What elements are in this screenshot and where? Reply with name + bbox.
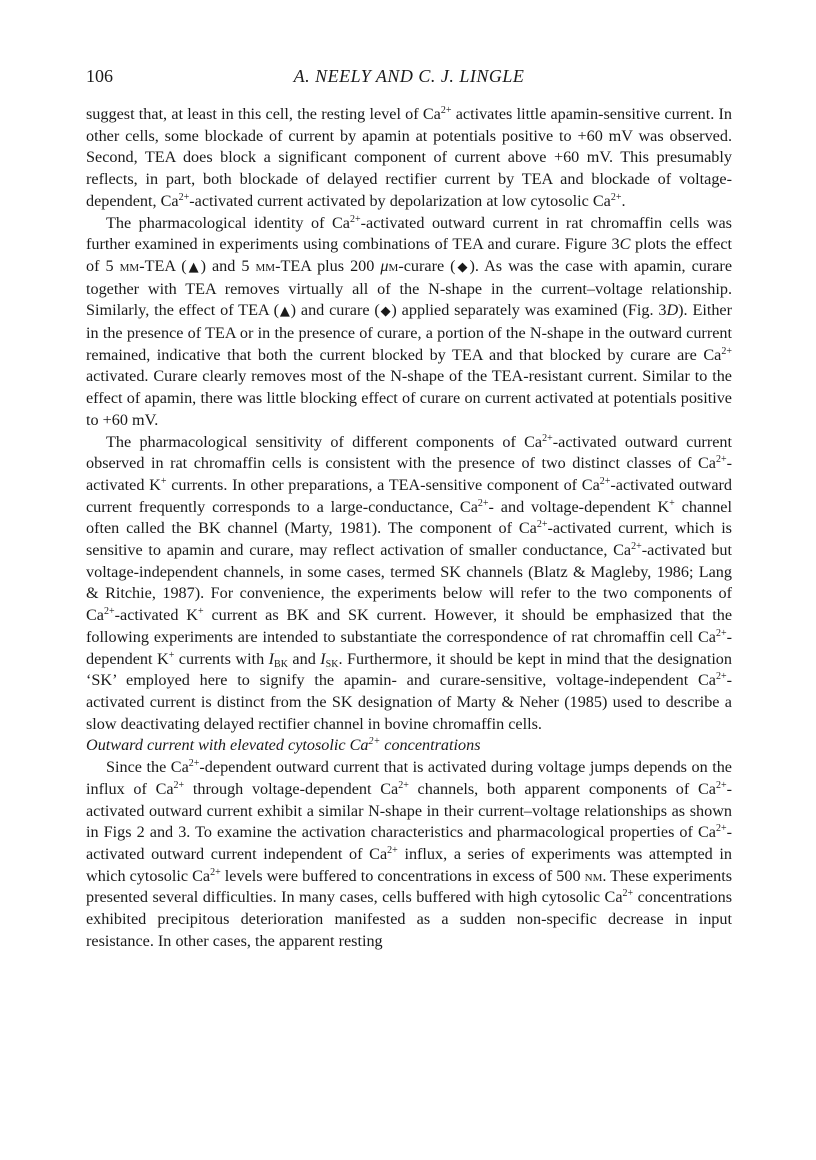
superscript: 2+	[715, 823, 727, 835]
superscript: 2+	[631, 541, 642, 553]
superscript: 2+	[349, 213, 361, 225]
subscript: BK	[274, 658, 288, 670]
section-heading	[86, 735, 732, 757]
current-symbol: I	[268, 649, 275, 668]
superscript: 2+	[715, 454, 727, 466]
superscript: +	[197, 606, 204, 618]
text: levels were buffered to concentrations in excess of 500	[220, 866, 585, 885]
unit: nm	[584, 866, 603, 885]
superscript: 2+	[387, 844, 398, 856]
text: -TEA plus 200	[275, 256, 381, 275]
text: -activated K	[86, 454, 732, 494]
text: -activated current, which is sensitive to apamin and curare, may reflect activation of smaller conductance, Ca	[86, 519, 732, 560]
text: concentrations exhibited precipitous deterioration manifested as a sudden non-specific decrease in input resistance. In other cases, the apparent resting	[86, 888, 733, 950]
superscript: 2+	[173, 779, 185, 791]
text: The pharmacological sensitivity of different components of Ca	[106, 432, 543, 451]
superscript: 2+	[398, 779, 409, 791]
text: ) applied separately was examined (Fig. 3	[391, 301, 667, 320]
text: and	[287, 649, 321, 668]
text: -activated outward current in rat chromaffin cells was further examined in experiments using combinations of TEA and curare. Figure 3	[86, 213, 732, 254]
text: through voltage-dependent Ca	[184, 779, 399, 798]
text: -activated current activated by depolarization at low cytosolic Ca	[189, 191, 611, 210]
superscript: 2+	[188, 758, 200, 770]
paragraph-2	[86, 213, 732, 432]
text: -TEA (	[139, 256, 187, 275]
text: -activated outward current observed in rat chromaffin cells is consistent with the presence of two distinct classes of Ca	[86, 432, 732, 473]
page-number: 106	[86, 66, 113, 86]
subscript: SK	[325, 658, 339, 670]
text: activated. Curare clearly removes most of the N-shape of the TEA-resistant current. Similar to the effect of apamin, there was little blocking effect of curare on current activated at potentials positive to +60 mV.	[86, 367, 732, 429]
superscript: 2+	[599, 475, 611, 487]
text: -dependent K	[86, 627, 732, 668]
unit: m	[388, 256, 399, 275]
superscript: 2+	[622, 888, 634, 900]
text: currents with	[174, 649, 269, 668]
superscript: 2+	[178, 191, 190, 203]
text: -activated but voltage-independent channels, in some cases, termed SK channels (Blatz & Magleby, 1986; Lang & Ritchie, 1987). For convenience, the experiments below will refer to the two components of Ca	[86, 541, 732, 625]
text: channels, both apparent components of Ca	[408, 779, 716, 798]
current-symbol: I	[320, 649, 326, 668]
text: -activated K	[114, 606, 198, 625]
text: -activated outward current frequently corresponds to a large-conductance, Ca	[86, 475, 732, 516]
superscript: +	[160, 475, 167, 487]
unit: mm	[119, 256, 140, 275]
text: suggest that, at least in this cell, the resting level of Ca	[86, 105, 441, 123]
paragraph-3	[86, 432, 732, 736]
text: -activated outward current independent of Ca	[86, 823, 732, 863]
superscript: 2+	[368, 736, 381, 748]
text: current as BK and SK current. However, it should be emphasized that the following experiments are intended to substantiate the correspondence of rat chromaffin cell Ca	[86, 606, 733, 646]
page-header	[86, 66, 732, 92]
text: ) and 5	[200, 256, 256, 275]
text: -dependent outward current that is activated during voltage jumps depends on the influx of Ca	[86, 758, 732, 798]
text: -activated outward current exhibit a similar N-shape in their current–voltage relationships as shown in Figs 2 and 3. To examine the activation characteristics and pharmacological properties of Ca	[86, 779, 732, 842]
unit-prefix: μ	[380, 256, 389, 275]
running-title: A. NEELY AND C. J. LINGLE	[293, 66, 525, 86]
triangle-symbol-icon: ▲	[279, 304, 291, 320]
superscript: 2+	[721, 345, 732, 357]
superscript: 2+	[610, 191, 622, 203]
text: .	[621, 191, 626, 210]
superscript: 2+	[715, 671, 727, 683]
superscript: 2+	[210, 866, 221, 878]
text: concentrations	[380, 736, 481, 755]
superscript: +	[168, 649, 175, 661]
figure-panel-label: C	[619, 235, 631, 254]
diamond-symbol-icon: ◆	[379, 304, 392, 320]
superscript: 2+	[542, 432, 553, 444]
text: . These experiments presented several difficulties. In many cases, cells buffered with high cytosolic Ca	[86, 866, 733, 907]
text: The pharmacological identity of Ca	[106, 213, 350, 232]
superscript: 2+	[715, 627, 727, 639]
unit: mm	[255, 256, 276, 275]
text: currents. In other preparations, a TEA-sensitive component of Ca	[166, 475, 600, 494]
text: influx, a series of experiments was attempted in which cytosolic Ca	[86, 844, 732, 885]
triangle-symbol-icon: ▲	[186, 259, 201, 275]
paragraph-4	[86, 757, 732, 952]
text: -activated current is distinct from the SK designation of Marty & Neher (1985) used to describe a slow deactivating delayed rectifier channel in bovine chromaffin cells.	[86, 671, 732, 733]
superscript: +	[669, 497, 675, 509]
text: channel often called the BK channel (Marty, 1981). The component of Ca	[86, 497, 732, 538]
article-body	[86, 104, 732, 952]
text: ). As was the case with apamin, curare together with TEA removes virtually all of the N-shape in the current–voltage relationship. Similarly, the effect of TEA (	[86, 256, 732, 320]
superscript: 2+	[440, 105, 452, 116]
paragraph-1	[86, 104, 732, 213]
diamond-symbol-icon: ◆	[455, 259, 470, 275]
superscript: 2+	[715, 779, 727, 791]
text: Since the Ca	[106, 758, 189, 777]
figure-panel-label: D	[666, 301, 679, 320]
text: - and voltage-dependent K	[488, 497, 670, 516]
text: ) and curare (	[290, 301, 380, 320]
text: activates little apamin-sensitive current. In other cells, some blockade of current by apamin at potentials positive to +60 mV was observed. Second, TEA does block a significant component of current above +60 mV. This presumably reflects, in part, both blockade of delayed rectifier current by TEA and blockade of voltage-dependent, Ca	[86, 105, 732, 210]
superscript: 2+	[536, 519, 548, 531]
text: plots the effect of 5	[86, 235, 732, 275]
text: -curare (	[398, 256, 456, 275]
text: . Furthermore, it should be kept in mind that the designation ‘SK’ employed here to signify the apamin- and curare-sensitive, voltage-independent Ca	[86, 649, 732, 690]
text: Outward current with elevated cytosolic Ca	[86, 736, 369, 755]
superscript: 2+	[103, 606, 115, 618]
superscript: 2+	[477, 497, 489, 509]
text: ). Either in the presence of TEA or in the presence of curare, a portion of the N-shape in the outward current remained, indicative that both the current blocked by TEA and that blocked by curare are Ca	[86, 301, 733, 364]
